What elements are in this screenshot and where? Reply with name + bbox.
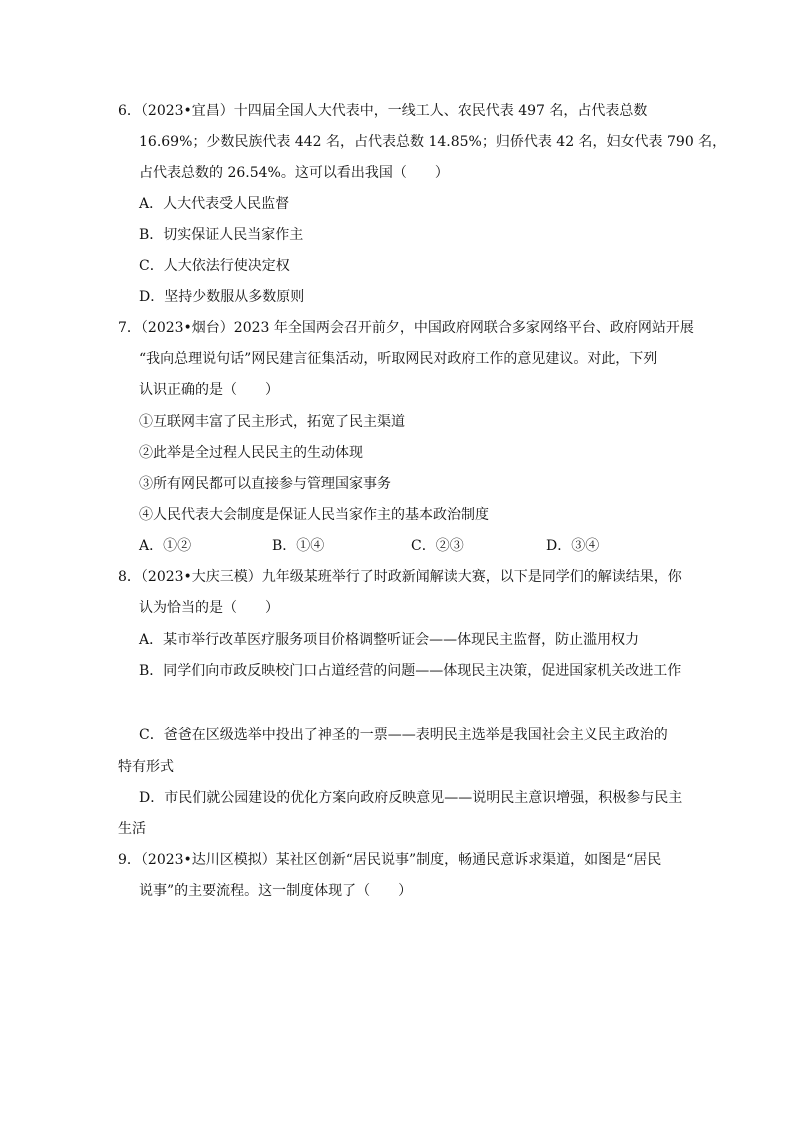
- question-8-line-1: 8．（2023•大庆三模）九年级某班举行了时政新闻解读大赛，以下是同学们的解读结果，你: [118, 569, 682, 585]
- question-7-statement-2: ②此举是全过程人民民主的生动体现: [139, 445, 363, 461]
- question-7-option-d: D．③④: [546, 538, 600, 554]
- question-8-option-d: D．市民们就公园建设的优化方案向政府反映意见——说明民主意识增强，积极参与民主: [139, 790, 683, 806]
- question-8-option-d-continued: 生活: [118, 821, 146, 837]
- question-9-line-1: 9．（2023•达川区模拟）某社区创新“居民说事”制度，畅通民意诉求渠道，如图是“居民: [118, 852, 662, 868]
- question-6-line-3: 占代表总数的 26.54%。这可以看出我国（ ）: [139, 165, 449, 181]
- question-7-statement-4: ④人民代表大会制度是保证人民当家作主的基本政治制度: [139, 507, 489, 523]
- question-7-line-1: 7．（2023•烟台）2023 年全国两会召开前夕，中国政府网联合多家网络平台、政府网站开展: [118, 320, 694, 336]
- question-7-line-3: 认识正确的是（ ）: [139, 382, 279, 398]
- question-7-option-b: B．①④: [272, 538, 325, 554]
- question-8-option-c-continued: 特有形式: [118, 759, 174, 775]
- question-7-option-c: C．②③: [411, 538, 464, 554]
- question-7-line-2: “我向总理说句话”网民建言征集活动，听取网民对政府工作的意见建议。对此，下列: [139, 351, 658, 367]
- question-7-statement-3: ③所有网民都可以直接参与管理国家事务: [139, 476, 391, 492]
- question-8-option-c: C．爸爸在区级选举中投出了神圣的一票——表明民主选举是我国社会主义民主政治的: [139, 727, 668, 743]
- question-6-option-a: A．人大代表受人民监督: [139, 196, 290, 212]
- question-6-line-2: 16.69%；少数民族代表 442 名，占代表总数 14.85%；归侨代表 42 名，妇女代表 790 名，: [139, 134, 727, 150]
- question-6-option-b: B．切实保证人民当家作主: [139, 227, 304, 243]
- question-7-statement-1: ①互联网丰富了民主形式，拓宽了民主渠道: [139, 414, 405, 430]
- question-7-option-a: A．①②: [139, 538, 192, 554]
- question-8-line-2: 认为恰当的是（ ）: [139, 600, 279, 616]
- question-6-option-d: D．坚持少数服从多数原则: [139, 289, 305, 305]
- question-6-option-c: C．人大依法行使决定权: [139, 258, 290, 274]
- question-8-option-b: B．同学们向市政反映校门口占道经营的问题——体现民主决策，促进国家机关改进工作: [139, 663, 682, 679]
- question-9-line-2: 说事”的主要流程。这一制度体现了（ ）: [139, 883, 413, 899]
- question-6-line-1: 6．（2023•宜昌）十四届全国人大代表中，一线工人、农民代表 497 名，占代表总数: [118, 103, 648, 119]
- question-8-option-a: A．某市举行改革医疗服务项目价格调整听证会——体现民主监督，防止滥用权力: [139, 632, 640, 648]
